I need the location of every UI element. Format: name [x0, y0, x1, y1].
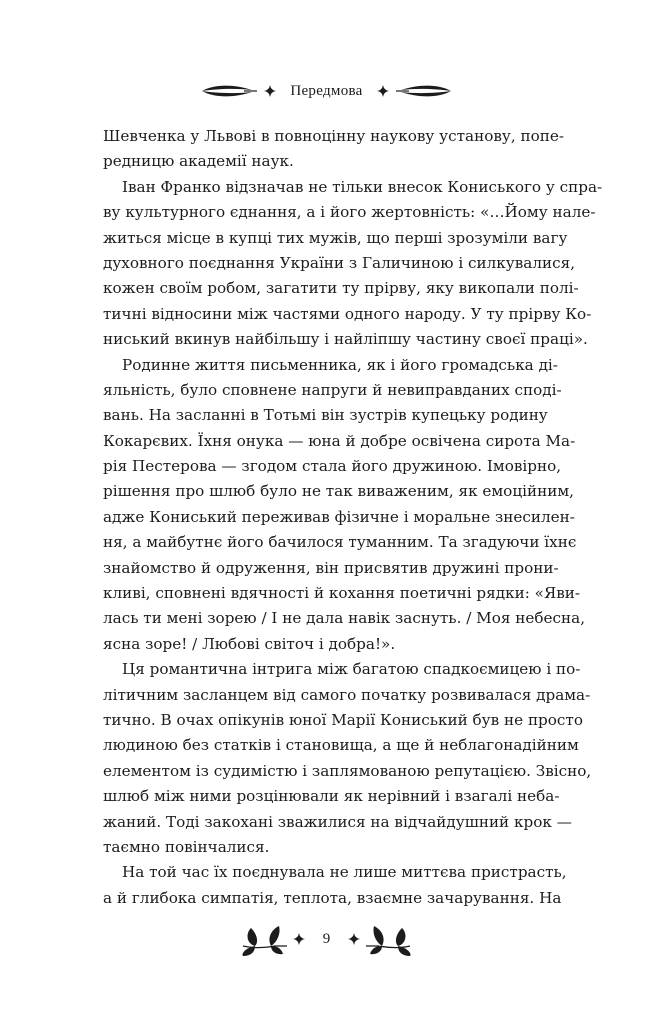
leaf-sprig-icon — [364, 922, 412, 956]
text-line: знайомство й одруження, він присвятив дружині прони- — [103, 558, 559, 577]
text-line: літичним засланцем від самого початку розвивалася драма- — [103, 685, 591, 704]
text-line: духовного поєднання України з Галичиною і силкувалися, — [103, 253, 576, 272]
text-line: кливі, сповнені вдячності й кохання поетичні рядки: «Яви- — [103, 584, 581, 603]
page-number: 9 — [322, 930, 331, 947]
text-line: шлюб між ними розцінювали як нерівний і взагалі неба- — [103, 787, 560, 806]
text-line: Іван Франко відзначав не тільки внесок Кониського у спра- — [122, 177, 603, 196]
running-header — [0, 74, 653, 108]
text-line: кожен своїм робом, загатити ту прірву, яку викопали полі- — [103, 279, 579, 298]
sparkle-icon — [377, 85, 389, 97]
paragraph — [103, 124, 565, 175]
text-line: тичні відносини між частями одного народу. У ту прірву Ко- — [103, 304, 592, 323]
sparkle-icon — [348, 933, 360, 945]
text-line: вань. На засланні в Тотьмі він зустрів купецьку родину — [103, 406, 548, 425]
text-line: житься місце в купці тих мужів, що перші зрозуміли вагу — [103, 228, 568, 247]
leaf-sprig-icon — [241, 922, 289, 956]
text-line: жаний. Тоді закохані зважилися на відчайдушний крок — — [103, 812, 572, 831]
page-footer — [0, 918, 653, 960]
text-line: а й глибока симпатія, теплота, взаємне зачарування. На — [103, 888, 562, 907]
text-line: Ця романтична інтрига між багатою спадкоємицею і по- — [122, 660, 581, 679]
body-text — [103, 124, 603, 911]
text-line: рішення про шлюб було не так виваженим, як емоційним, — [103, 482, 574, 501]
text-line: таємно повінчалися. — [103, 837, 270, 856]
text-line: тично. В очах опікунів юної Марії Кониський був не просто — [103, 710, 583, 729]
text-line: редницю академії наук. — [103, 152, 294, 171]
text-line: рія Пестерова — згодом стала його дружиною. Імовірно, — [103, 457, 562, 476]
text-line: ву культурного єднання, а і його жертовність: «…Йому нале- — [103, 203, 596, 222]
text-line: ниський вкинув найбільшу і найліпшу частину своєї праці». — [103, 330, 588, 349]
text-line: яльність, було сповнене напруги й невиправданих сподi- — [103, 380, 562, 399]
sparkle-icon — [264, 85, 276, 97]
text-line: ясна зоре! / Любові світоч і добра!». — [103, 634, 396, 653]
text-line: елементом із судимістю і заплямованою репутацією. Звісно, — [103, 761, 592, 780]
text-line: лась ти мені зорею / І не дала навік заснуть. / Моя небесна, — [103, 609, 586, 628]
text-line: Шевченка у Львові в повноцінну наукову установу, попе- — [103, 127, 565, 145]
running-title: Передмова — [290, 82, 363, 99]
paragraph — [103, 353, 586, 658]
text-line: адже Кониський переживав фізичне і моральне знесилен- — [103, 507, 575, 526]
text-line: ня, а майбутнє його бачилося туманним. Та згадуючи їхнє — [103, 533, 577, 552]
leaf-flourish-icon — [200, 83, 258, 99]
text-line: людиною без статків і становища, а ще й неблагонадійним — [103, 736, 579, 755]
paragraph — [103, 175, 603, 353]
text-line: Кокарєвих. Їхня онука — юна й добре освічена сирота Ма- — [103, 431, 576, 450]
sparkle-icon — [293, 933, 305, 945]
paragraph — [103, 657, 592, 860]
text-line: Родинне життя письменника, як і його громадська ді- — [122, 355, 558, 374]
paragraph — [103, 860, 567, 911]
text-line: На той час їх поєднувала не лише миттєва пристрасть, — [122, 863, 567, 882]
leaf-flourish-icon — [395, 83, 453, 99]
